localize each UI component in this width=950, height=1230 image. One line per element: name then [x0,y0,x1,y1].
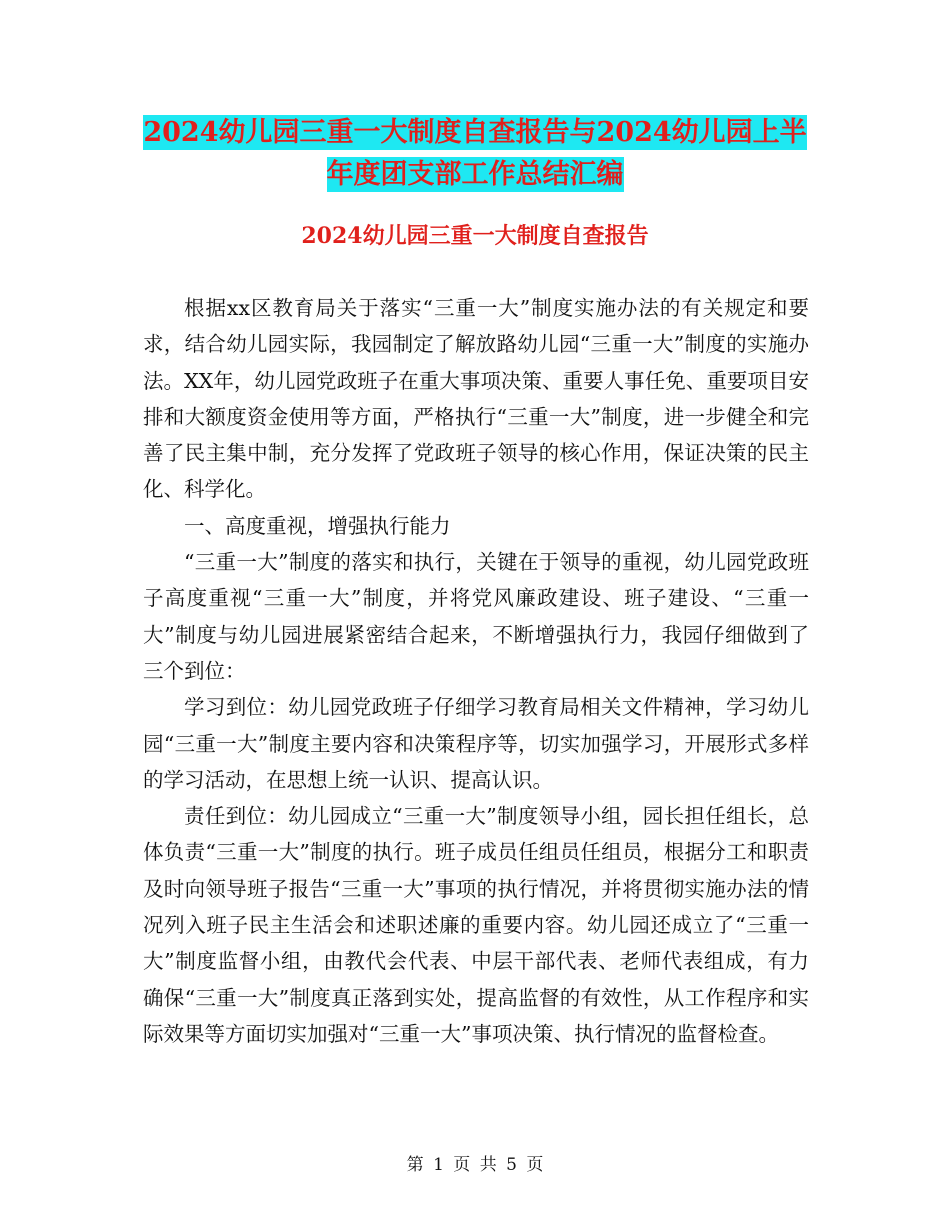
document-title-line-1: 2024幼儿园三重一大制度自查报告与2024幼儿园上半 [143,117,807,148]
paragraph-responsibility: 责任到位：幼儿园成立“三重一大”制度领导小组，园长担任组长，总体负责“三重一大”制度的执行。班子成员任组员任组员，根据分工和职责及时向领导班子报告“三重一大”事项的执行情况，并将贯彻实施办法的情况列入班子民主生活会和述职述廉的重要内容。幼儿园还成立了“三重一大”制度监督小组，由教代会代表、中层干部代表、老师代表组成，有力确保“三重一大”制度真正落到实处，提高监督的有效性，从工作程序和实际效果等方面切实加强对“三重一大”事项决策、执行情况的监督检查。 [143,804,809,1046]
paragraph-intro: 根据xx区教育局关于落实“三重一大”制度实施办法的有关规定和要求，结合幼儿园实际，我园制定了解放路幼儿园“三重一大”制度的实施办法。XX年，幼儿园党政班子在重大事项决策、重要人事任免、重要项目安排和大额度资金使用等方面，严格执行“三重一大”制度，进一步健全和完善了民主集中制，充分发挥了党政班子领导的核心作用，保证决策的民主化、科学化。 [143,296,809,502]
heading-section-one: 一、高度重视，增强执行能力 [184,513,451,538]
document-body [143,290,809,1052]
document-title-line-2: 年度团支部工作总结汇编 [326,159,624,190]
document-title [140,112,810,196]
paragraph-importance: “三重一大”制度的落实和执行，关键在于领导的重视，幼儿园党政班子高度重视“三重一大”制度，并将党风廉政建设、班子建设、“三重一大”制度与幼儿园进展紧密结合起来，不断增强执行力，我园仔细做到了三个到位： [143,550,809,683]
paragraph-study: 学习到位：幼儿园党政班子仔细学习教育局相关文件精神，学习幼儿园“三重一大”制度主要内容和决策程序等，切实加强学习，开展形式多样的学习活动，在思想上统一认识、提高认识。 [143,695,809,792]
page-footer: 第 1 页 共 5 页 [406,1155,544,1175]
section-title: 2024幼儿园三重一大制度自查报告 [301,223,649,249]
